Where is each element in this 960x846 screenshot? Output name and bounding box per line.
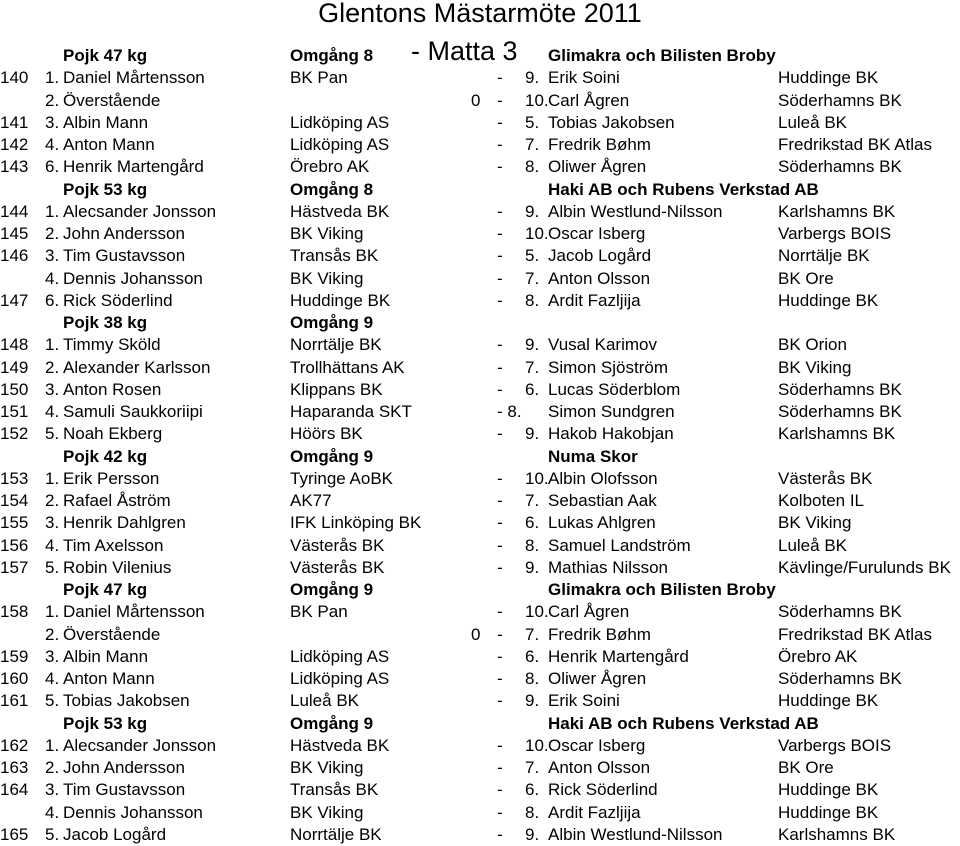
match-number: 153: [0, 468, 29, 488]
wrestler1-club: BK Viking: [290, 802, 364, 822]
section-header: [0, 312, 960, 334]
wrestler1-name: Anton Mann: [63, 669, 155, 688]
weight-class: Pojk 42 kg: [63, 446, 148, 466]
wrestler2-name: Lukas Ahlgren: [548, 513, 656, 533]
wrestler1-position: 3.: [45, 112, 60, 132]
versus-dash: -: [497, 224, 503, 243]
wrestler1-club: Trollhättans AK: [290, 357, 405, 377]
match-number: 152: [0, 424, 29, 444]
wrestler1-club: Västerås BK: [290, 557, 385, 577]
match-number: 161: [0, 691, 29, 711]
wrestler1-name: Överstående: [63, 90, 161, 110]
wrestler2-position: 6.: [525, 780, 540, 800]
wrestler1-position: 4.: [45, 802, 60, 822]
match-number: 143: [0, 157, 29, 177]
sponsor-label: Glimakra och Bilisten Broby: [548, 580, 776, 599]
versus-dash: -: [497, 491, 503, 510]
wrestler2-name: Simon Sjöström: [548, 357, 668, 377]
wrestler2-club: Söderhamns BK: [778, 157, 902, 177]
match-number: 160: [0, 669, 29, 688]
wrestler2-position: 7.: [525, 758, 540, 777]
wrestler1-club: Klippans BK: [290, 379, 383, 399]
wrestler1-club: Tyringe AoBK: [290, 468, 394, 488]
match-row: [0, 201, 960, 223]
section-header: [0, 713, 960, 735]
wrestler2-club: BK Viking: [778, 357, 852, 377]
wrestler1-position: 6.: [45, 157, 60, 177]
wrestler1-position: 2.: [45, 90, 60, 110]
wrestler1-name: Rick Söderlind: [63, 290, 173, 310]
wrestler1-name: Tim Gustavsson: [63, 780, 186, 800]
versus-dash: -: [497, 468, 503, 488]
wrestler2-club: Luleå BK: [778, 535, 847, 555]
wrestler2-name: Tobias Jakobsen: [548, 112, 675, 132]
wrestler2-club: Huddinge BK: [778, 68, 879, 88]
versus-dash: -: [497, 824, 503, 844]
wrestler2-name: Ardit Fazljija: [548, 290, 641, 310]
versus-dash: -: [497, 624, 503, 644]
wrestler1-position: 1.: [45, 201, 60, 221]
versus-dash: -: [497, 424, 503, 444]
wrestler2-club: Huddinge BK: [778, 290, 879, 310]
round-label: Omgång 8: [290, 179, 374, 199]
wrestler1-name: Timmy Sköld: [63, 335, 161, 355]
wrestler2-position: 9.: [525, 201, 540, 221]
wrestler2-name: Hakob Hakobjan: [548, 424, 674, 444]
wrestler2-club: Fredrikstad BK Atlas: [778, 135, 933, 154]
wrestler1-club: BK Viking: [290, 224, 364, 243]
match-number: 144: [0, 201, 29, 221]
wrestler2-club: Karlshamns BK: [778, 824, 896, 844]
wrestler2-position: 10.: [525, 468, 549, 488]
wrestler2-position: 8.: [525, 535, 540, 555]
versus-dash: -: [497, 268, 503, 288]
versus-dash: - 8.: [497, 402, 522, 421]
score: 0: [471, 624, 481, 644]
match-row: [0, 779, 960, 801]
wrestler1-position: 2.: [45, 624, 60, 644]
versus-dash: -: [497, 602, 503, 622]
wrestler1-club: AK77: [290, 491, 332, 510]
match-number: 146: [0, 246, 29, 266]
match-row: [0, 468, 960, 490]
wrestler1-position: 6.: [45, 290, 60, 310]
wrestler1-position: 2.: [45, 491, 60, 510]
wrestler2-position: 10.: [525, 602, 549, 622]
versus-dash: -: [497, 379, 503, 399]
wrestler1-club: Transås BK: [290, 780, 379, 800]
versus-dash: -: [497, 290, 503, 310]
wrestler1-name: Henrik Dahlgren: [63, 513, 186, 533]
wrestler1-club: Lidköping AS: [290, 112, 390, 132]
match-row: [0, 134, 960, 156]
wrestler1-name: Erik Persson: [63, 468, 160, 488]
wrestler2-club: Fredrikstad BK Atlas: [778, 624, 933, 644]
wrestler2-name: Erik Soini: [548, 68, 620, 88]
match-row: [0, 646, 960, 668]
match-number: 147: [0, 290, 29, 310]
versus-dash: -: [497, 691, 503, 711]
wrestler2-name: Vusal Karimov: [548, 335, 657, 355]
versus-dash: -: [497, 246, 503, 266]
versus-dash: -: [497, 758, 503, 777]
wrestler2-position: 7.: [525, 268, 540, 288]
wrestler2-position: 8.: [525, 669, 540, 688]
wrestler2-club: BK Ore: [778, 268, 834, 288]
versus-dash: -: [497, 535, 503, 555]
wrestler1-name: Noah Ekberg: [63, 424, 163, 444]
versus-dash: -: [497, 735, 503, 755]
sponsor-label: Numa Skor: [548, 446, 638, 466]
match-number: 165: [0, 824, 29, 844]
wrestler1-name: Tim Axelsson: [63, 535, 164, 555]
wrestler2-name: Carl Ågren: [548, 602, 630, 622]
wrestler1-name: Alecsander Jonsson: [63, 201, 217, 221]
wrestler2-name: Albin Westlund-Nilsson: [548, 201, 723, 221]
wrestler1-name: Rafael Åström: [63, 491, 171, 510]
wrestler2-name: Lucas Söderblom: [548, 379, 681, 399]
wrestler1-position: 3.: [45, 780, 60, 800]
wrestler2-club: Varbergs BOIS: [778, 735, 892, 755]
wrestler2-position: 7.: [525, 357, 540, 377]
versus-dash: -: [497, 513, 503, 533]
wrestler1-position: 1.: [45, 602, 60, 622]
weight-class: Pojk 53 kg: [63, 179, 148, 199]
round-label: Omgång 9: [290, 313, 374, 332]
wrestler1-club: Huddinge BK: [290, 290, 391, 310]
wrestler1-position: 5.: [45, 557, 60, 577]
wrestler1-position: 5.: [45, 824, 60, 844]
wrestler2-name: Oliwer Ågren: [548, 669, 647, 688]
match-number: 145: [0, 224, 29, 243]
versus-dash: -: [497, 90, 503, 110]
wrestler2-position: 8.: [525, 290, 540, 310]
wrestler2-position: 9.: [525, 335, 540, 355]
wrestler2-club: BK Viking: [778, 513, 852, 533]
match-row: [0, 223, 960, 245]
weight-class: Pojk 47 kg: [63, 46, 148, 65]
wrestler2-club: Huddinge BK: [778, 802, 879, 822]
wrestler1-club: BK Pan: [290, 68, 348, 88]
match-row: [0, 757, 960, 779]
match-number: 149: [0, 357, 29, 377]
wrestler1-club: Hästveda BK: [290, 201, 390, 221]
wrestler2-name: Oliwer Ågren: [548, 157, 647, 177]
wrestler2-name: Anton Olsson: [548, 758, 651, 777]
versus-dash: -: [497, 157, 503, 177]
section-header: [0, 579, 960, 601]
versus-dash: -: [497, 201, 503, 221]
wrestler1-name: Samuli Saukkoriipi: [63, 402, 203, 421]
wrestler1-name: John Andersson: [63, 758, 185, 777]
match-number: 163: [0, 758, 29, 777]
match-row: [0, 156, 960, 178]
wrestler2-position: 8.: [525, 157, 540, 177]
wrestler2-name: Ardit Fazljija: [548, 802, 641, 822]
match-row: [0, 334, 960, 356]
wrestler1-position: 1.: [45, 735, 60, 755]
wrestler1-name: Daniel Mårtensson: [63, 602, 205, 622]
wrestler1-club: BK Viking: [290, 758, 364, 777]
wrestler2-position: 7.: [525, 624, 540, 644]
wrestler1-position: 4.: [45, 535, 60, 555]
match-number: 164: [0, 780, 29, 800]
wrestler1-position: 1.: [45, 68, 60, 88]
wrestler1-name: Alexander Karlsson: [63, 357, 211, 377]
match-row: [0, 824, 960, 846]
wrestler2-position: 7.: [525, 491, 540, 510]
wrestler1-club: BK Viking: [290, 268, 364, 288]
match-number: 162: [0, 735, 29, 755]
wrestler2-position: 10.: [525, 90, 549, 110]
round-label: Omgång 9: [290, 446, 374, 466]
wrestler1-club: Örebro AK: [290, 157, 370, 177]
wrestler2-position: 9.: [525, 424, 540, 444]
wrestler2-name: Jacob Logård: [548, 246, 652, 266]
wrestler1-name: Robin Vilenius: [63, 557, 172, 577]
wrestler1-name: Anton Rosen: [63, 379, 162, 399]
wrestler2-club: Norrtälje BK: [778, 246, 870, 266]
wrestler2-name: Erik Soini: [548, 691, 620, 711]
match-row: [0, 690, 960, 712]
wrestler2-name: Samuel Landström: [548, 535, 691, 555]
match-row: [0, 668, 960, 690]
versus-dash: -: [497, 646, 503, 666]
wrestler2-position: 5.: [525, 246, 540, 266]
match-number: 142: [0, 135, 29, 154]
wrestler1-position: 5.: [45, 424, 60, 444]
wrestler1-club: Luleå BK: [290, 691, 359, 711]
wrestler1-position: 4.: [45, 669, 60, 688]
match-row: [0, 624, 960, 646]
wrestler2-position: 9.: [525, 824, 540, 844]
match-row: [0, 423, 960, 445]
wrestler2-position: 10.: [525, 224, 549, 243]
wrestler1-position: 1.: [45, 335, 60, 355]
match-number: 155: [0, 513, 29, 533]
match-row: [0, 357, 960, 379]
wrestler2-club: Örebro AK: [778, 646, 858, 666]
wrestler1-club: Lidköping AS: [290, 669, 390, 688]
wrestler2-club: Karlshamns BK: [778, 424, 896, 444]
wrestler2-club: Söderhamns BK: [778, 90, 902, 110]
match-row: [0, 490, 960, 512]
section-header: [0, 446, 960, 468]
wrestler2-club: Söderhamns BK: [778, 669, 902, 688]
weight-class: Pojk 38 kg: [63, 313, 148, 332]
wrestler2-club: Söderhamns BK: [778, 379, 902, 399]
wrestler2-name: Simon Sundgren: [548, 402, 675, 421]
match-number: 140: [0, 68, 29, 88]
wrestler1-name: Albin Mann: [63, 112, 149, 132]
match-row: [0, 290, 960, 312]
wrestler2-club: Huddinge BK: [778, 691, 879, 711]
wrestler1-name: Albin Mann: [63, 646, 149, 666]
match-number: 148: [0, 335, 29, 355]
match-number: 151: [0, 402, 29, 421]
wrestler1-name: Tim Gustavsson: [63, 246, 186, 266]
wrestler1-position: 1.: [45, 468, 60, 488]
wrestler2-club: Karlshamns BK: [778, 201, 896, 221]
match-row: [0, 268, 960, 290]
wrestler2-name: Mathias Nilsson: [548, 557, 668, 577]
sponsor-label: Haki AB och Rubens Verkstad AB: [548, 713, 819, 733]
wrestler2-position: 9.: [525, 68, 540, 88]
versus-dash: -: [497, 669, 503, 688]
wrestler2-name: Anton Olsson: [548, 268, 651, 288]
versus-dash: -: [497, 135, 503, 154]
weight-class: Pojk 53 kg: [63, 713, 148, 733]
wrestler1-name: John Andersson: [63, 224, 185, 243]
wrestler2-name: Sebastian Aak: [548, 491, 657, 510]
versus-dash: -: [497, 557, 503, 577]
wrestler2-name: Albin Westlund-Nilsson: [548, 824, 723, 844]
wrestler1-name: Henrik Martengård: [63, 157, 204, 177]
match-row: [0, 112, 960, 134]
match-number: 141: [0, 112, 29, 132]
wrestler2-name: Fredrik Bøhm: [548, 135, 651, 154]
wrestler1-position: 3.: [45, 246, 60, 266]
versus-dash: -: [497, 780, 503, 800]
score: 0: [471, 90, 481, 110]
wrestler1-club: Transås BK: [290, 246, 379, 266]
wrestler2-position: 8.: [525, 802, 540, 822]
wrestler2-position: 6.: [525, 513, 540, 533]
wrestler1-position: 3.: [45, 379, 60, 399]
wrestler2-position: 10.: [525, 735, 549, 755]
wrestler2-name: Rick Söderlind: [548, 780, 658, 800]
wrestler1-club: Hästveda BK: [290, 735, 390, 755]
wrestler1-name: Alecsander Jonsson: [63, 735, 217, 755]
wrestler2-club: Huddinge BK: [778, 780, 879, 800]
weight-class: Pojk 47 kg: [63, 580, 148, 599]
versus-dash: -: [497, 335, 503, 355]
wrestler2-position: 7.: [525, 135, 540, 154]
match-number: 157: [0, 557, 29, 577]
wrestler1-club: Höörs BK: [290, 424, 363, 444]
wrestler1-position: 5.: [45, 691, 60, 711]
wrestler1-position: 2.: [45, 224, 60, 243]
round-label: Omgång 9: [290, 713, 374, 733]
match-number: 159: [0, 646, 29, 666]
mat-label: - Matta 3: [411, 36, 518, 66]
wrestler1-name: Dennis Johansson: [63, 802, 203, 822]
wrestler1-name: Anton Mann: [63, 135, 155, 154]
wrestler1-position: 3.: [45, 646, 60, 666]
wrestler2-club: Söderhamns BK: [778, 402, 902, 421]
wrestler1-position: 4.: [45, 268, 60, 288]
match-row: [0, 735, 960, 757]
wrestler1-name: Tobias Jakobsen: [63, 691, 190, 711]
wrestler2-name: Oscar Isberg: [548, 735, 646, 755]
wrestler2-club: BK Orion: [778, 335, 847, 355]
match-row: [0, 379, 960, 401]
wrestler2-position: 9.: [525, 691, 540, 711]
versus-dash: -: [497, 802, 503, 822]
wrestler1-name: Jacob Logård: [63, 824, 167, 844]
versus-dash: -: [497, 357, 503, 377]
wrestler1-name: Dennis Johansson: [63, 268, 203, 288]
versus-dash: -: [497, 112, 503, 132]
wrestler2-name: Albin Olofsson: [548, 468, 658, 488]
match-row: [0, 601, 960, 623]
match-row: [0, 512, 960, 534]
wrestler2-name: Henrik Martengård: [548, 646, 689, 666]
wrestler1-club: Västerås BK: [290, 535, 385, 555]
match-number: 150: [0, 379, 29, 399]
wrestler1-club: Norrtälje BK: [290, 335, 382, 355]
wrestler1-name: Överstående: [63, 624, 161, 644]
round-label: Omgång 9: [290, 580, 374, 599]
section-header: [0, 45, 960, 67]
wrestler1-club: Lidköping AS: [290, 646, 390, 666]
wrestler1-club: Haparanda SKT: [290, 402, 412, 421]
wrestler2-name: Carl Ågren: [548, 90, 630, 110]
wrestler2-position: 9.: [525, 557, 540, 577]
section-header: [0, 179, 960, 201]
match-number: 154: [0, 491, 29, 510]
wrestler1-club: Lidköping AS: [290, 135, 390, 154]
match-row: [0, 67, 960, 89]
match-row: [0, 557, 960, 579]
wrestler1-position: 4.: [45, 402, 60, 421]
wrestler2-club: Söderhamns BK: [778, 602, 902, 622]
round-label: Omgång 8: [290, 46, 374, 65]
page-title: Glentons Mästarmöte 2011: [318, 0, 642, 28]
wrestler2-position: 6.: [525, 379, 540, 399]
wrestler1-club: Norrtälje BK: [290, 824, 382, 844]
wrestler1-club: BK Pan: [290, 602, 348, 622]
wrestler1-position: 4.: [45, 135, 60, 154]
wrestler2-name: Fredrik Bøhm: [548, 624, 651, 644]
match-number: 156: [0, 535, 29, 555]
wrestler2-name: Oscar Isberg: [548, 224, 646, 243]
match-row: [0, 90, 960, 112]
sponsor-label: Haki AB och Rubens Verkstad AB: [548, 179, 819, 199]
sponsor-label: Glimakra och Bilisten Broby: [548, 46, 776, 65]
wrestler2-club: BK Ore: [778, 758, 834, 777]
wrestler2-position: 5.: [525, 112, 540, 132]
wrestler2-club: Kävlinge/Furulunds BK: [778, 557, 951, 577]
versus-dash: -: [497, 68, 503, 88]
match-row: [0, 535, 960, 557]
wrestler1-club: IFK Linköping BK: [290, 513, 422, 533]
wrestler2-club: Varbergs BOIS: [778, 224, 892, 243]
wrestler2-position: 6.: [525, 646, 540, 666]
match-row: [0, 245, 960, 267]
wrestler2-club: Kolboten IL: [778, 491, 865, 510]
match-number: 158: [0, 602, 29, 622]
wrestler1-position: 2.: [45, 357, 60, 377]
match-row: [0, 401, 960, 423]
wrestler2-club: Luleå BK: [778, 112, 847, 132]
wrestler1-position: 3.: [45, 513, 60, 533]
wrestler2-club: Västerås BK: [778, 468, 873, 488]
wrestler1-position: 2.: [45, 758, 60, 777]
match-row: [0, 802, 960, 824]
wrestler1-name: Daniel Mårtensson: [63, 68, 205, 88]
